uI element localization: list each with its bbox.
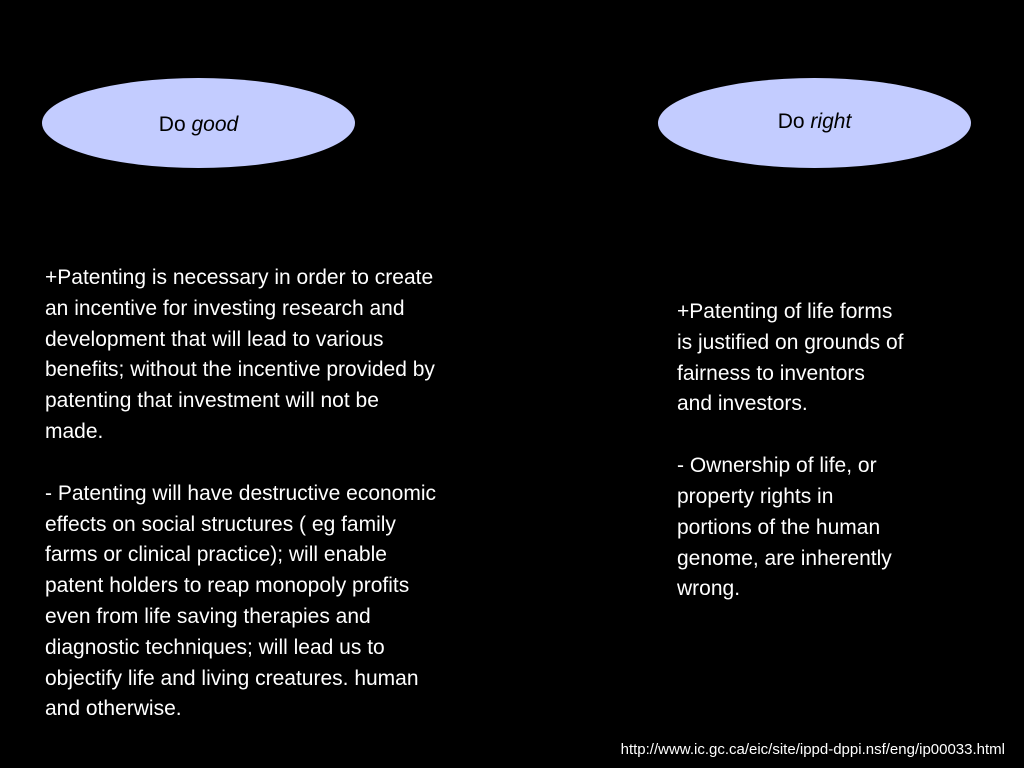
do-right-prefix: Do: [777, 110, 805, 133]
do-right-emphasis: right: [810, 110, 852, 133]
do-right-pro-argument: +Patenting of life forms is justified on grounds of fairness to inventors and investors.: [677, 300, 904, 416]
do-right-ellipse: [658, 78, 971, 168]
do-right-con-argument: - Ownership of life, or property rights in portions of the human genome, are inherently wrong.: [677, 454, 892, 601]
do-right-heading: [778, 110, 852, 134]
do-good-con-argument: - Patenting will have destructive economic effects on social structures ( eg family farms or clinical practice); will enable patent holders to reap monopoly profits even from life saving therapies and diagnostic techniques; will lead us to objectify life and living creatures. human and otherwise.: [45, 481, 437, 721]
do-good-text-block: [45, 263, 535, 725]
do-good-pro-argument: +Patenting is necessary in order to create an incentive for investing research and development that will lead to various benefits; without the incentive provided by patenting that investment will not be made.: [45, 266, 435, 443]
do-right-text-block: [677, 297, 977, 605]
do-good-prefix: Do: [158, 113, 186, 136]
do-good-emphasis: good: [191, 113, 239, 136]
do-good-ellipse: [42, 78, 355, 168]
source-url-link[interactable]: http://www.ic.gc.ca/eic/site/ippd-dppi.nsf/eng/ip00033.html: [620, 741, 1005, 758]
do-good-heading: [159, 113, 238, 137]
